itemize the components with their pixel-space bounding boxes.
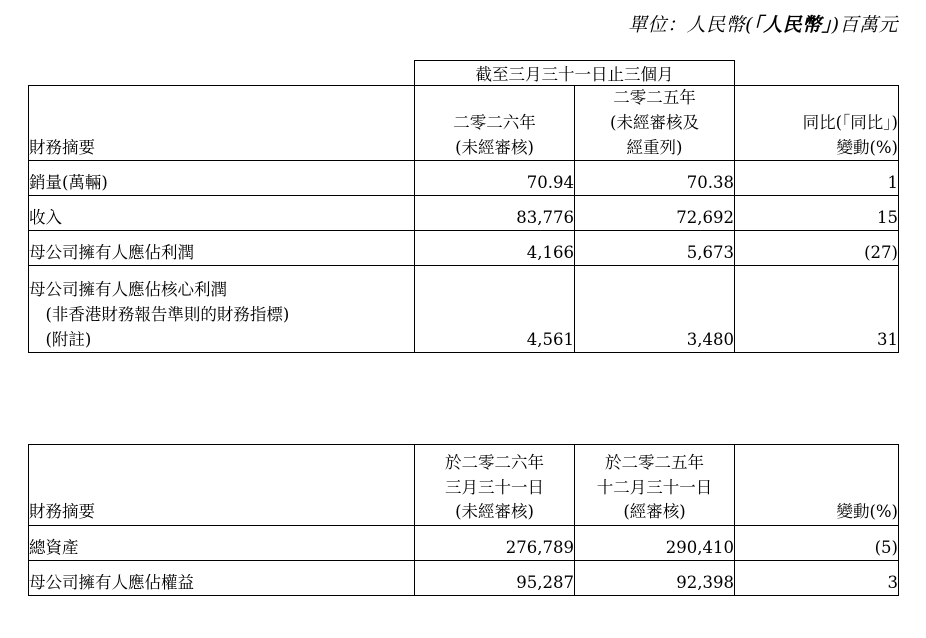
header-row-label: 財務摘要 [29,86,415,161]
row-label-line2: (非香港財務報告準則的財務指標) [45,304,290,324]
header-col-change-line1: 同比(「同比」) [802,112,898,132]
row-value-2025: 3,480 [575,266,735,353]
unit-note-prefix: 單位：人民幣( [628,14,754,36]
row-value-2025: 290,410 [575,526,735,561]
table-row [29,231,899,266]
row-label-line1: 母公司擁有人應佔核心利潤 [29,280,227,299]
row-value-change: 1 [735,161,899,196]
table-row [29,561,899,596]
table-header-row-sub [29,445,899,526]
financial-summary-table-quarter [28,60,899,353]
table-row [29,196,899,231]
header-col-2025-line2: 十二月三十一日 [596,477,713,497]
row-value-change: 3 [735,561,899,596]
row-label: 總資產 [29,526,415,561]
header-col-2025 [575,86,735,161]
unit-note [628,10,898,37]
financial-summary-table-position [28,444,899,596]
row-value-change: 15 [735,196,899,231]
header-period-span: 截至三月三十一日止三個月 [415,61,735,86]
table-header-row-sub [29,86,899,161]
row-value-2026: 95,287 [415,561,575,596]
row-label: 收入 [29,196,415,231]
row-value-2026: 4,166 [415,231,575,266]
row-label-line3: (附註) [45,329,92,349]
header-col-change [735,86,899,161]
row-label: 母公司擁有人應佔權益 [29,561,415,596]
row-label: 母公司擁有人應佔利潤 [29,231,415,266]
header-row-label: 財務摘要 [29,445,415,526]
header-col-2025-line1: 二零二五年 [613,88,696,107]
row-value-2026: 276,789 [415,526,575,561]
table-row [29,266,899,353]
header-col-2025-position [575,445,735,526]
header-col-2025-line1: 於二零二五年 [605,452,704,472]
row-value-2025: 72,692 [575,196,735,231]
header-col-2026-position [415,445,575,526]
header-col-2026-line2: (未經審核) [455,137,534,157]
table-row [29,161,899,196]
header-col-2026-line2: 三月三十一日 [445,477,544,497]
header-empty-cell [29,61,415,86]
row-value-2025: 70.38 [575,161,735,196]
unit-note-emphasis: 「人民幣」 [753,14,832,36]
row-value-2026: 4,561 [415,266,575,353]
header-col-2026 [415,86,575,161]
row-value-change: (27) [735,231,899,266]
row-value-change: (5) [735,526,899,561]
header-col-2025-line3: (經審核) [623,502,686,522]
table-row [29,526,899,561]
row-value-2025: 5,673 [575,231,735,266]
row-value-2026: 70.94 [415,161,575,196]
header-col-2026-line3: (未經審核) [455,502,534,522]
header-col-2025-line2: (未經審核及 [610,112,699,132]
header-col-change-line2: 變動(%) [836,137,898,157]
header-col-2026-line1: 二零二六年 [453,112,536,132]
header-col-change: 變動(%) [735,445,899,526]
header-col-2025-line3: 經重列) [626,137,683,157]
table-header-row-span [29,61,899,86]
row-value-change: 31 [735,266,899,353]
row-label [29,266,415,353]
header-col-2026-line1: 於二零二六年 [445,452,544,472]
row-label: 銷量(萬輛) [29,161,415,196]
header-empty-cell-right [735,61,899,86]
unit-note-suffix: )百萬元 [831,14,898,36]
row-value-2026: 83,776 [415,196,575,231]
row-value-2025: 92,398 [575,561,735,596]
